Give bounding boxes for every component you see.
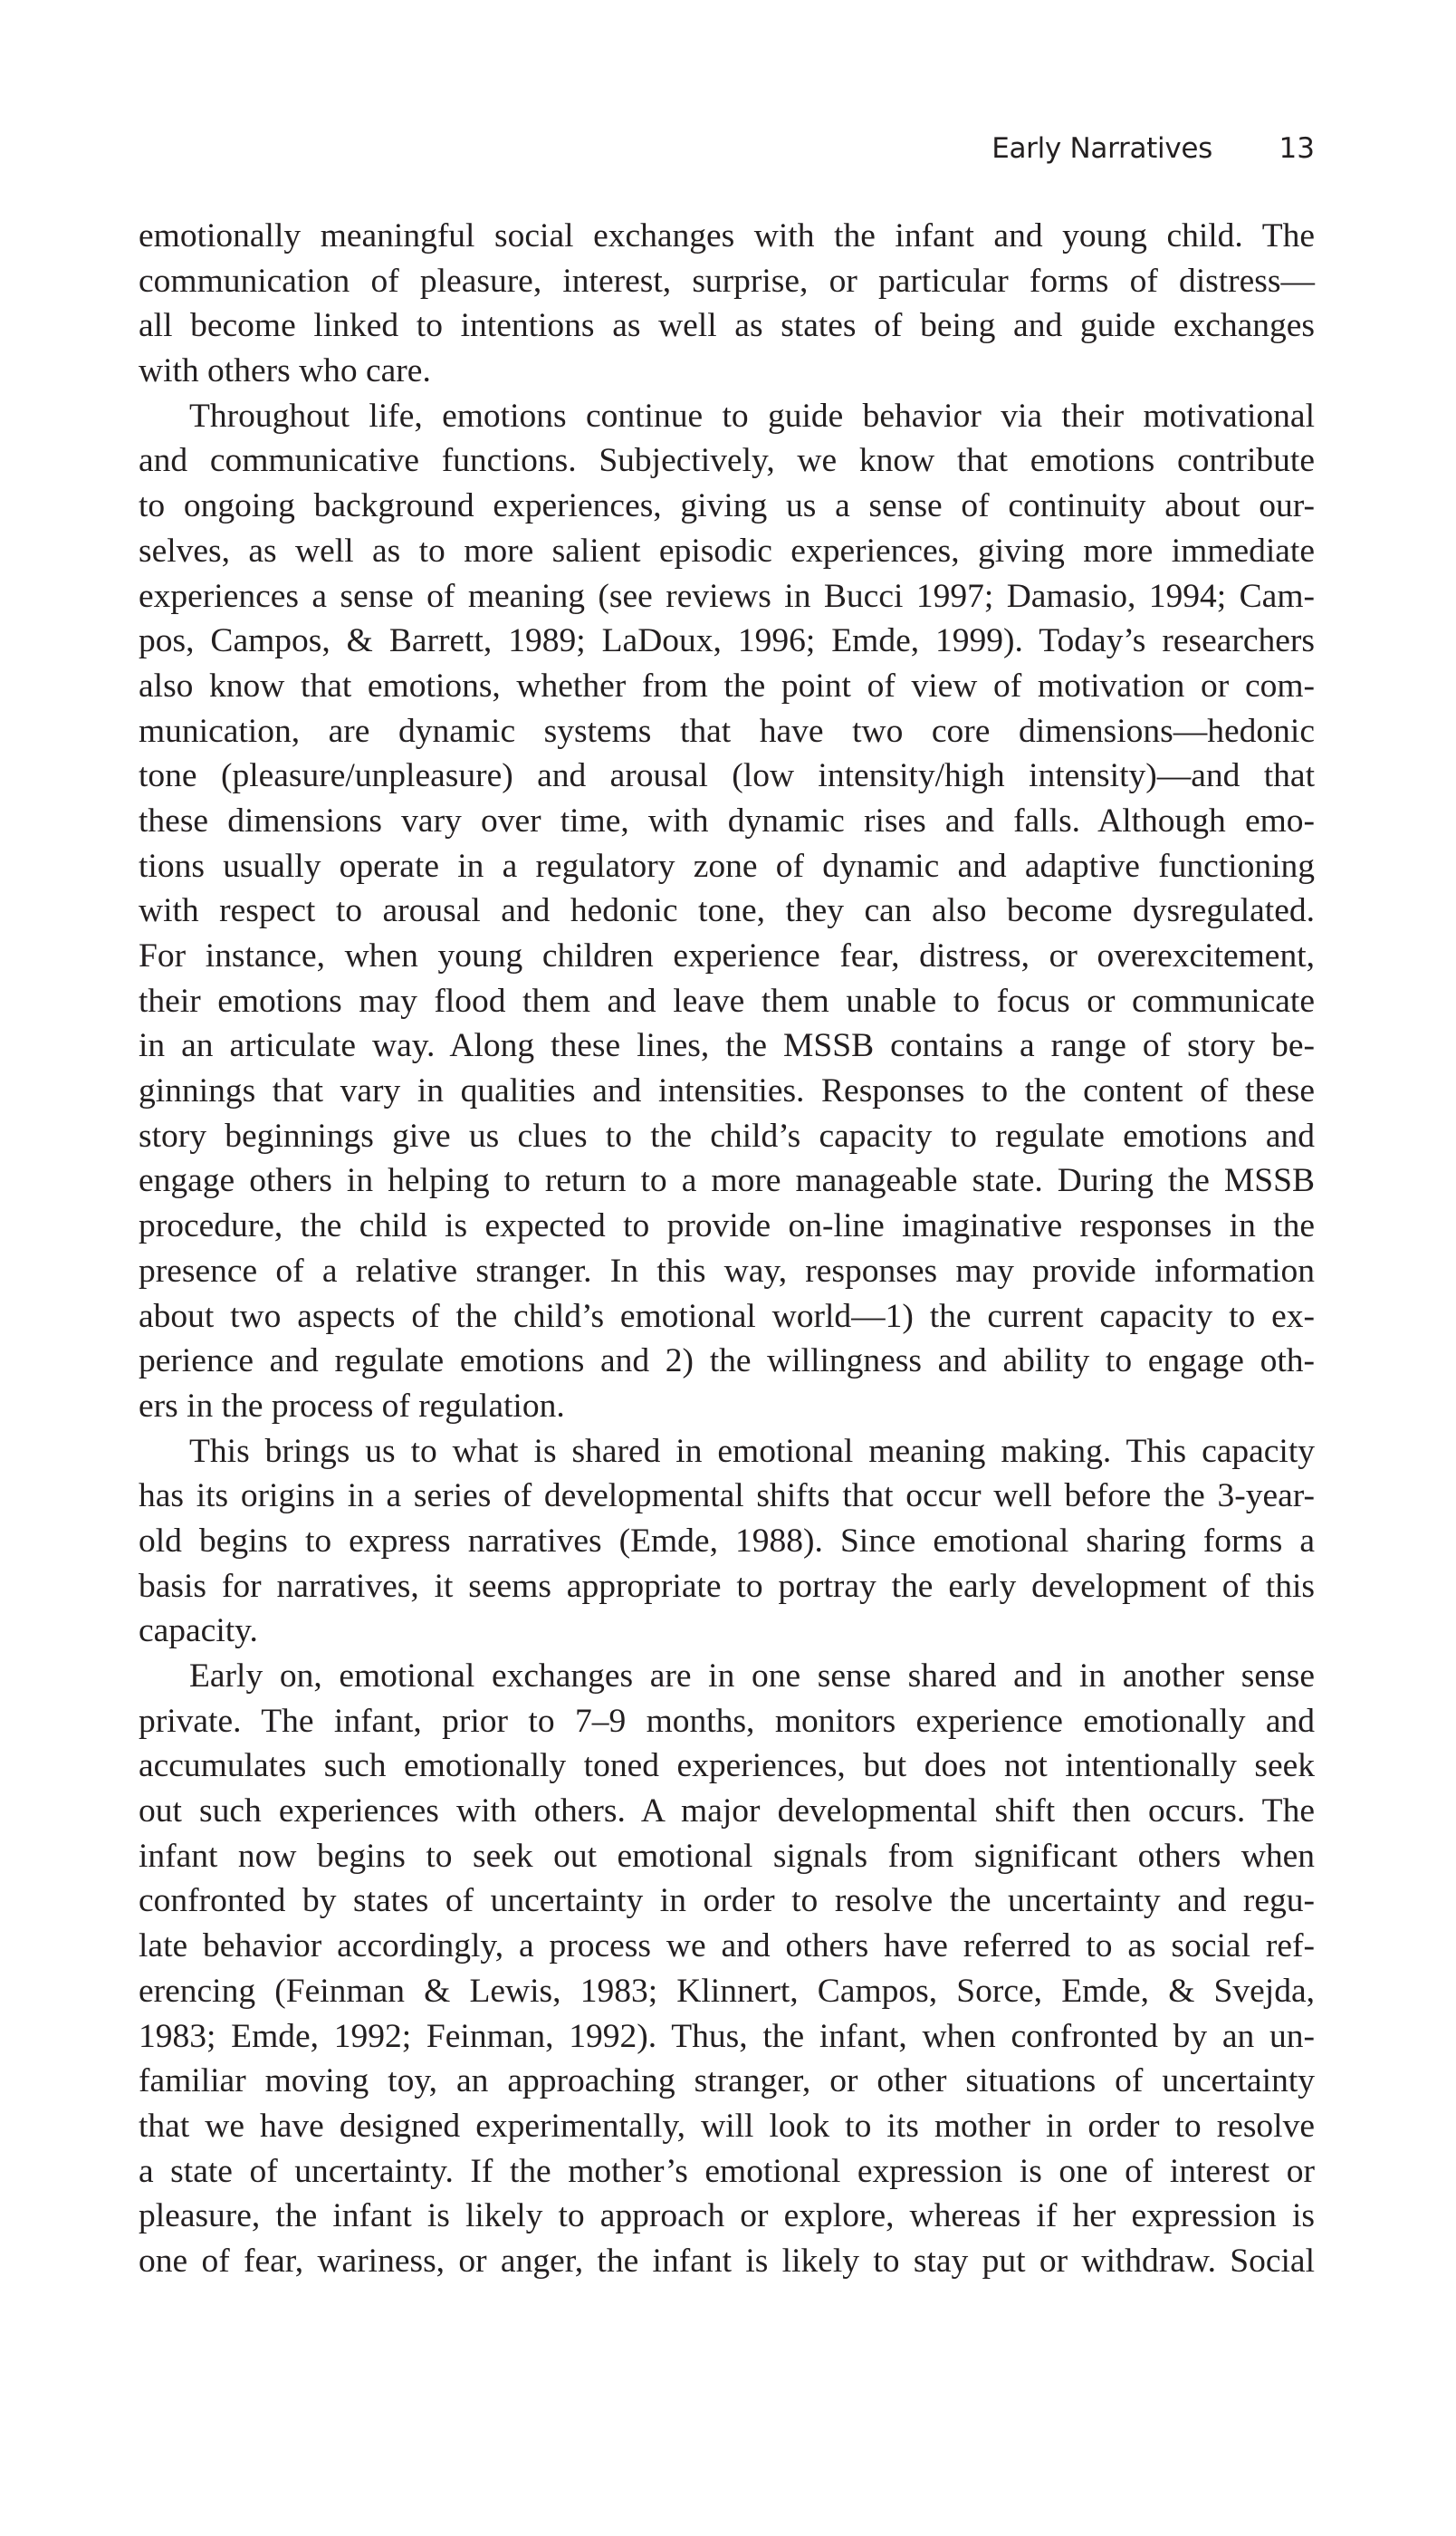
- text-line: perience and regulate emotions and 2) the willingness and ability to engage oth-: [139, 1342, 1315, 1380]
- text-line: their emotions may flood them and leave them unable to focus or communicate: [139, 982, 1315, 1020]
- text-line: pos, Campos, & Barrett, 1989; LaDoux, 1996; Emde, 1999). Today’s researchers: [139, 622, 1315, 660]
- text-line: in an articulate way. Along these lines, the MSSB contains a range of story be-: [139, 1027, 1315, 1065]
- text-line: familiar moving toy, an approaching stranger, or other situations of uncertainty: [139, 2062, 1315, 2100]
- text-line: confronted by states of uncertainty in order to resolve the uncertainty and regu-: [139, 1882, 1315, 1920]
- paragraph: [139, 1654, 1315, 2284]
- text-line: For instance, when young children experience fear, distress, or overexcitement,: [139, 937, 1315, 975]
- text-line: capacity.: [139, 1612, 258, 1650]
- text-line: also know that emotions, whether from the point of view of motivation or com-: [139, 667, 1315, 705]
- text-line: about two aspects of the child’s emotional world—1) the current capacity to ex-: [139, 1297, 1315, 1335]
- page-number: 13: [1279, 132, 1315, 165]
- text-line: accumulates such emotionally toned experiences, but does not intentionally seek: [139, 1747, 1315, 1785]
- text-line: Throughout life, emotions continue to guide behavior via their motivational: [189, 397, 1315, 435]
- text-line: presence of a relative stranger. In this way, responses may provide information: [139, 1252, 1315, 1290]
- text-line: story beginnings give us clues to the child’s capacity to regulate emotions and: [139, 1117, 1315, 1155]
- text-line: with respect to arousal and hedonic tone, they can also become dysregulated.: [139, 892, 1315, 930]
- text-line: tions usually operate in a regulatory zone of dynamic and adaptive functioning: [139, 847, 1315, 885]
- text-line: tone (pleasure/unpleasure) and arousal (low intensity/high intensity)—and that: [139, 757, 1315, 795]
- text-line: old begins to express narratives (Emde, 1988). Since emotional sharing forms a: [139, 1522, 1315, 1560]
- text-line: experiences a sense of meaning (see reviews in Bucci 1997; Damasio, 1994; Cam-: [139, 577, 1315, 615]
- text-line: Early on, emotional exchanges are in one sense shared and in another sense: [189, 1657, 1315, 1695]
- body-text: [139, 214, 1315, 2284]
- text-line: has its origins in a series of developmental shifts that occur well before the 3-year-: [139, 1477, 1315, 1515]
- text-line: basis for narratives, it seems appropriate to portray the early development of this: [139, 1567, 1315, 1605]
- text-line: This brings us to what is shared in emotional meaning making. This capacity: [189, 1432, 1315, 1470]
- text-line: erencing (Feinman & Lewis, 1983; Klinnert, Campos, Sorce, Emde, & Svejda,: [139, 1972, 1315, 2010]
- running-head: [0, 132, 1315, 172]
- text-line: munication, are dynamic systems that have two core dimensions—hedonic: [139, 712, 1315, 750]
- text-line: one of fear, wariness, or anger, the infant is likely to stay put or withdraw. Social: [139, 2242, 1315, 2280]
- text-line: infant now begins to seek out emotional signals from significant others when: [139, 1837, 1315, 1875]
- text-line: a state of uncertainty. If the mother’s emotional expression is one of interest or: [139, 2152, 1315, 2190]
- text-line: to ongoing background experiences, giving us a sense of continuity about our-: [139, 487, 1315, 525]
- text-line: ers in the process of regulation.: [139, 1387, 565, 1425]
- text-line: selves, as well as to more salient episodic experiences, giving more immediate: [139, 532, 1315, 570]
- text-line: private. The infant, prior to 7–9 months, monitors experience emotionally and: [139, 1702, 1315, 1740]
- text-line: with others who care.: [139, 352, 431, 390]
- text-line: emotionally meaningful social exchanges with the infant and young child. The: [139, 217, 1315, 255]
- text-line: 1983; Emde, 1992; Feinman, 1992). Thus, the infant, when confronted by an un-: [139, 2017, 1315, 2055]
- text-line: all become linked to intentions as well as states of being and guide exchanges: [139, 307, 1315, 345]
- text-line: and communicative functions. Subjectively, we know that emotions contribute: [139, 442, 1315, 480]
- paragraph: [139, 214, 1315, 394]
- text-line: procedure, the child is expected to provide on-line imaginative responses in the: [139, 1207, 1315, 1245]
- text-line: that we have designed experimentally, will look to its mother in order to resolve: [139, 2107, 1315, 2145]
- text-line: engage others in helping to return to a more manageable state. During the MSSB: [139, 1162, 1315, 1200]
- running-head-title: Early Narratives: [991, 132, 1212, 165]
- text-line: out such experiences with others. A major developmental shift then occurs. The: [139, 1792, 1315, 1830]
- text-line: these dimensions vary over time, with dynamic rises and falls. Although emo-: [139, 802, 1315, 840]
- text-line: communication of pleasure, interest, surprise, or particular forms of distress—: [139, 262, 1315, 300]
- text-line: ginnings that vary in qualities and intensities. Responses to the content of these: [139, 1072, 1315, 1110]
- text-line: pleasure, the infant is likely to approach or explore, whereas if her expression is: [139, 2197, 1315, 2235]
- paragraph: [139, 1429, 1315, 1654]
- text-line: late behavior accordingly, a process we and others have referred to as social ref-: [139, 1927, 1315, 1965]
- paragraph: [139, 394, 1315, 1429]
